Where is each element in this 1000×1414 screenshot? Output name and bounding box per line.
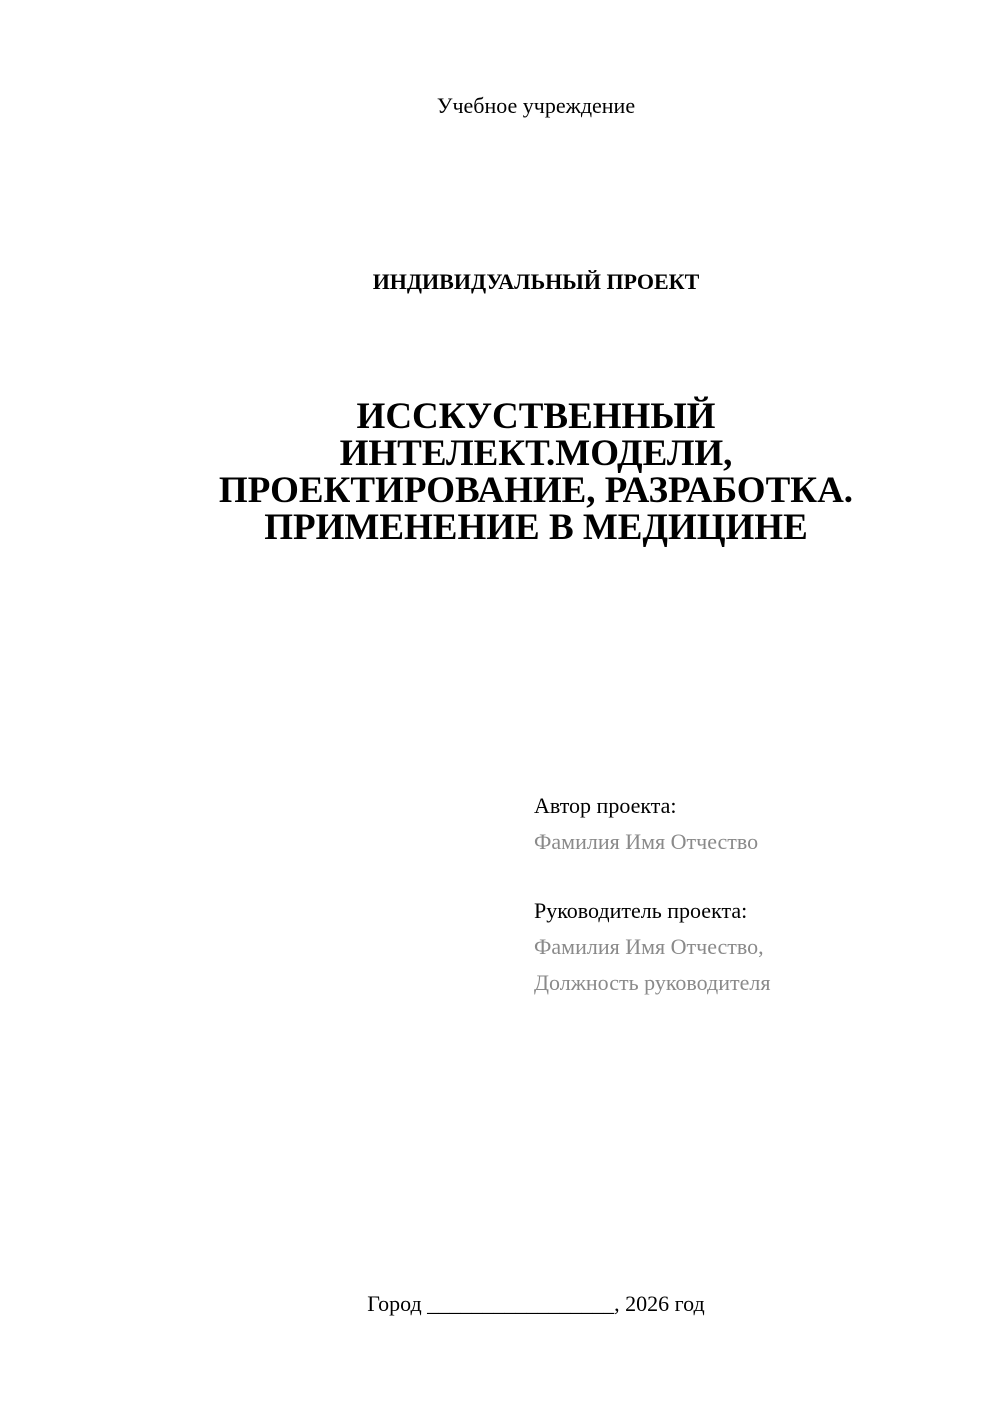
author-block xyxy=(534,788,758,860)
project-title-line: ПРОЕКТИРОВАНИЕ, РАЗРАБОТКА. xyxy=(218,470,854,511)
project-title-line: ИССКУСТВЕННЫЙ xyxy=(356,396,716,437)
supervisor-label: Руководитель проекта: xyxy=(534,898,748,923)
supervisor-name-placeholder: Фамилия Имя Отчество, xyxy=(534,934,764,959)
project-title xyxy=(150,398,922,546)
institution-name: Учебное учреждение xyxy=(436,93,636,118)
project-type-heading: ИНДИВИДУАЛЬНЫЙ ПРОЕКТ xyxy=(372,269,700,294)
project-title-line: ИНТЕЛЕКТ.МОДЕЛИ, xyxy=(339,433,733,474)
supervisor-block xyxy=(534,893,770,1001)
supervisor-position-placeholder: Должность руководителя xyxy=(534,970,771,995)
author-label: Автор проекта: xyxy=(534,793,677,818)
project-title-line: ПРИМЕНЕНИЕ В МЕДИЦИНЕ xyxy=(264,507,808,548)
city-year-line: Город _________________, 2026 год xyxy=(367,1291,705,1316)
author-name-placeholder: Фамилия Имя Отчество xyxy=(534,829,759,854)
